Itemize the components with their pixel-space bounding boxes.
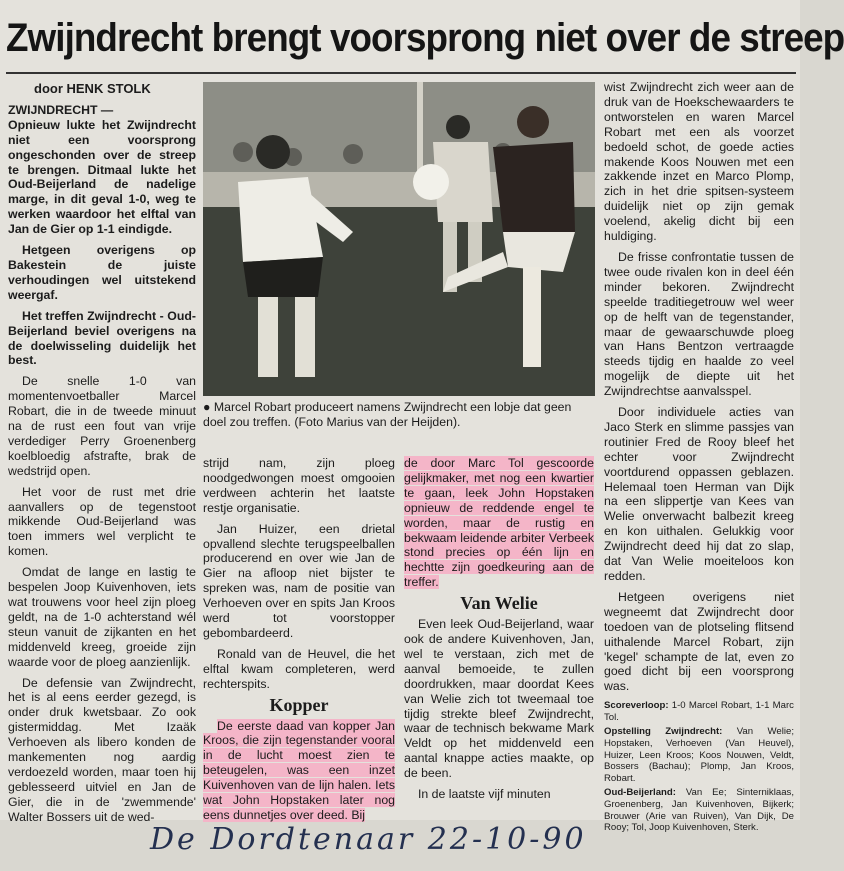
subhead-van-welie: Van Welie [460, 593, 538, 614]
lineup-zwijndrecht: Opstelling Zwijndrecht: Van Welie; Hopstaken, Verhoeven (Van Heuvel), Huizer, Leen Kroos; Koos Nouwen, Veldt, Bossers (Bachau); Plomp, Jan Kroos, Robart. [604, 726, 794, 784]
caption-bullet-icon: ● [203, 400, 214, 414]
paragraph: De defensie van Zwijndrecht, het is al eens eerder gezegd, is onder druk kwetsbaar. Zo ook gistermiddag. Met Izaäk Verhoeven als libero konden de mankementen nog aardig verdoezeld worden, maar toen hij geblesseerd uitviel en Jan de Gier, die in de 'zwemmende' Walter Bossers uit de wed- [8, 675, 196, 824]
subhead-kopper: Kopper [269, 694, 329, 715]
score-line: Scoreverloop: 1-0 Marcel Robart, 1-1 Marc Tol. [604, 700, 794, 723]
paragraph: Omdat de lange en lastig te bespelen Joop Kuivenhoven, iets wat trouwens voor heel zijn ploeg geldt, na de 1-0 achterstand wél steun vanuit de zijkanten en het middenveld kreeg, groeide zijn waarde voor de ploeg aanzienlijk. [8, 565, 196, 669]
paragraph: Het voor de rust met drie aanvallers op de tegenstoot mikkende Oud-Beijerland was toen immers wel verplicht te komen. [8, 484, 196, 559]
paragraph: Het treffen Zwijndrecht - Oud-Beijerland beviel overigens na de doelwisseling duidelijk het best. [8, 308, 196, 368]
paragraph: Hetgeen overigens niet wegneemt dat Zwijndrecht door toedoen van de plotseling flitsend uithalende Marcel Robart, zijn 'kegel' schampte de lat, even zo goed dicht bij een voorsprong was. [604, 589, 794, 694]
handwritten-note: De Dordtenaar 22-10-90 [150, 822, 587, 857]
column-2 [203, 456, 395, 820]
byline: door HENK STOLK [34, 81, 151, 96]
lead-paragraph [8, 103, 196, 237]
lead-text: Opnieuw lukte het Zwijndrecht niet een voorsprong ongeschonden over de streep te brengen. Ditmaal lukte het Oud-Beijerland de nadelige marge, in dit geval 1-0, weg te werken waardoor het elftal van Jan de Gier op 1-1 eindigde. [8, 117, 196, 237]
match-details [604, 700, 794, 834]
column-3 [404, 456, 594, 820]
paragraph: strijd nam, zijn ploeg noodgedwongen moest omgooien verdween achterin het laatste restje organisatie. [203, 456, 395, 515]
highlighted-paragraph: De eerste daad van kopper Jan Kroos, die zijn tegenstander vooral in de lucht moest zien te beteugelen, was een inzet Kuivenhoven van de lijn halen. Iets wat John Hopstaken later nog eens dunnetjes over deed. Bij [203, 718, 395, 822]
match-photo [203, 82, 595, 396]
headline: Zwijndrecht brengt voorsprong niet over de streep [6, 16, 844, 60]
paragraph: De snelle 1-0 van momentenvoetballer Marcel Robart, die in de tweede minuut na de rust een fout van vrije verdediger Perry Groenenberg koelbloedig afstrafte, brak de wedstrijd open. [8, 374, 196, 478]
paragraph: Jan Huizer, een drietal opvallend slechte terugspeelballen producerend en over wie Jan de Gier na afloop niet bijster te spreken was, nam de positie van Verhoeven over en spits Jan Kroos werd tot voorstopper gebombardeerd. [203, 521, 395, 640]
headline-rule [6, 72, 796, 74]
paragraph: wist Zwijndrecht zich weer aan de druk van de Hoekschewaarders te ontworstelen en waren Marcel Robart met een als voorzet bedoeld schot, de goede acties makende Koos Nouwen met een zakkende inzet en Marco Plomp, zich in het drie spitsen-systeem duidelijk niet op zijn gemak voelend, akelig dicht bij een huldiging. [604, 80, 794, 244]
lineup-oud-beijerland: Oud-Beijerland: Van Ee; Sinterniklaas, Groenenberg, Jan Kuivenhoven, Bijkerk; Brouwer (Arie van Ruiven), Van Dijk, De Rooy; Tol, Joop Kuivenhoven, Sterk. [604, 787, 794, 834]
paragraph: De frisse confrontatie tussen de twee oude rivalen kon in deel één minder bekoren. Zwijndrecht speelde traditiegetrouw wel weer op de helft van de tegenstander, maar de gewaarschuwde ploeg van Hans Bentzon vertraagde steeds tijdig en haalde zo veel mogelijk de diepte uit het Zwijndrechtse aanvalsspel. [604, 249, 794, 399]
paragraph: Ronald van de Heuvel, die het elftal kwam completeren, werd rechterspits. [203, 646, 395, 691]
column-1 [8, 81, 196, 824]
highlighted-paragraph: de door Marc Tol gescoorde gelijkmaker, met nog een kwartier te gaan, leek John Hopstaken opnieuw de reddende engel te worden, maar de rustig en bekwaam leidende arbiter Verbeek stond precies op één lijn en hechtte zijn goedkeuring aan de treffer. [404, 456, 594, 590]
column-4 [604, 80, 794, 834]
paragraph: Hetgeen overigens op Bakestein de juiste verhoudingen wel uitstekend weergaf. [8, 243, 196, 302]
paragraph: Door individuele acties van Jaco Sterk en slimme passjes van routinier Fred de Rooy bleef het echter voor Zwijndrecht voortdurend oppassen geblazen. Helemaal toen Herman van Dijk na een slippertje van Kees van Welie onverwacht balbezit kreeg en kon uithalen. Gelukkig voor Zwijndrecht deed hij dat zo slap, dat Van Welie moeiteloos kon redden. [604, 405, 794, 583]
paragraph: In de laatste vijf minuten [418, 787, 551, 802]
paragraph: Even leek Oud-Beijerland, waar ook de andere Kuivenhoven, Jan, wel te verstaan, zich met de aanval bemoeide, te zullen doordrukken, maar doordat Kees van Welie zich tot tweemaal toe tijdig strekte bleef Zwijndrecht, waar de technisch bekwame Mark Veldt op het middenveld een aantal knappe acties maakte, op de been. [404, 617, 594, 781]
photo-caption: ● Marcel Robart produceert namens Zwijndrecht een lobje dat geen doel zou treffen. (Foto Marius van der Heijden). [203, 400, 572, 429]
dateline: ZWIJNDRECHT — [8, 102, 114, 117]
